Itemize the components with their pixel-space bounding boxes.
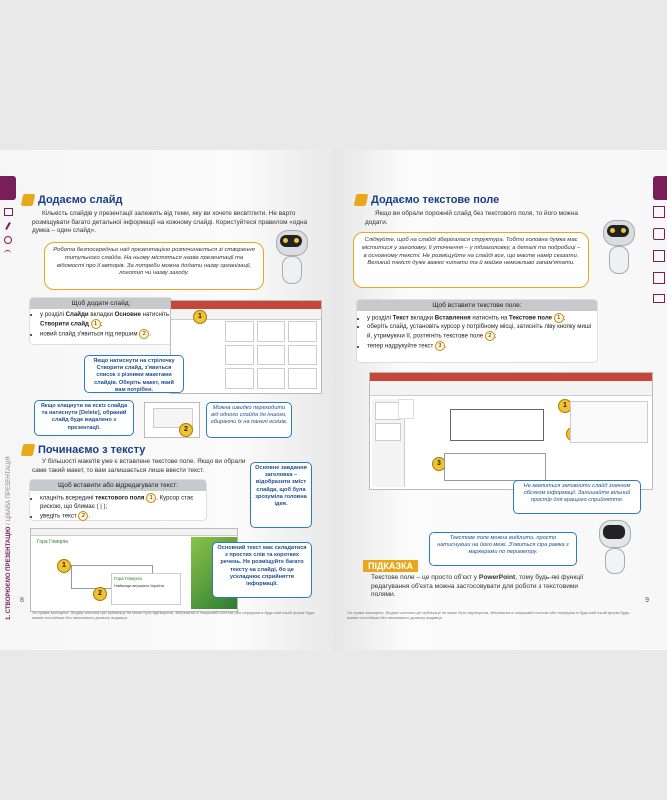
page-number: 8: [20, 597, 24, 604]
step-item: • у розділі Слайди вкладки Основне натисніть Створити слайд 1 ;: [40, 311, 172, 329]
callout-dont-fill: Не квапиться заповнити слайд значним обсягом інформації. Залишайте вільний простір для кращого сприйняття.: [513, 480, 641, 514]
section-heading-text-box: [355, 194, 499, 206]
steps-title: Щоб додати слайд:: [30, 298, 172, 309]
steps-title: Щоб вставити текстове поле:: [357, 300, 597, 311]
marker-1: 1: [57, 559, 71, 573]
book-spread: [0, 150, 667, 650]
check-icon: [653, 228, 665, 240]
robot-mascot: [595, 220, 641, 284]
step-number: 1: [91, 319, 101, 329]
heading-text: Додаємо слайд: [38, 194, 123, 206]
marker-1: 1: [193, 310, 207, 324]
layout-grid: [225, 321, 317, 389]
edit-text-steps: [30, 480, 206, 520]
powerpoint-text-screenshot: [30, 528, 238, 612]
hint-label: ПІДКАЗКА: [363, 560, 418, 572]
robot-mascot: [268, 230, 314, 294]
section-heading-add-slide: [22, 194, 122, 206]
text-box-drawn: [450, 409, 544, 441]
callout-layout-arrow: Якщо натиснути на стрілочку Створити слайд, з'явиться список з різними макетами слайдів. Оберіть макет, який вам потрібен.: [84, 355, 184, 393]
powerpoint-insert-screenshot: [369, 372, 653, 490]
step-item: • у розділі Текст вкладки Вставлення натисніть на Текстове поле 1 ;: [367, 313, 597, 323]
marker-2: 2: [93, 587, 107, 601]
step-number: 1: [146, 493, 156, 503]
callout-delete-slide: Якщо клацнути на ескіз слайда та натиснути [Delete], обраний слайд буде видалено з презентації.: [34, 400, 134, 436]
step-item: • тепер надрукуйте текст 3 .: [367, 341, 597, 351]
lightbulb-icon: [4, 236, 12, 244]
marker-3: 3: [432, 457, 446, 471]
step-item: • новий слайд з'явиться під першим 2 .: [40, 329, 172, 339]
chapter-side-subtitle: / ЦІКАВА ПРЕЗЕНТАЦІЯ: [6, 456, 12, 527]
side-icons-right: [653, 206, 665, 303]
marker-1: 1: [558, 399, 572, 413]
intro-paragraph: Кількість слайдів у презентації залежить від теми, яку ви хочете висвітлити. Не варто розміщувати багато детальної інформації на кожному слайді. Користуйтеся правилом «одна думка – один слайд».: [32, 210, 308, 235]
slides-icon: [653, 272, 665, 284]
step-number: 3: [435, 341, 445, 351]
powerpoint-layout-screenshot: [170, 300, 322, 394]
page-number: 9: [645, 597, 649, 604]
step-number: 1: [554, 313, 564, 323]
side-icons-left: [4, 208, 12, 255]
robot-mascot-small: [595, 520, 635, 576]
callout-switch-slides: Можна швидко переходити від одного слайда до іншого, обираючи їх на панелі ескізів.: [206, 402, 292, 438]
left-page: [0, 150, 333, 650]
text-paragraph: У більшості макетів уже є вставлене текстове поле. Якщо ви обрали саме такий макет, то вам залишається лише ввести текст.: [32, 458, 246, 474]
add-slide-steps: [30, 298, 172, 344]
chapter-tab-right: [653, 176, 667, 200]
step-item: • клацніть всередині текстового поля 1 . Курсор стає рискою, що блимає ( | );: [40, 493, 206, 511]
chapter-tab-left: [0, 176, 16, 200]
wifi-icon: [4, 250, 11, 255]
insert-text-box-steps: [357, 300, 597, 362]
chapter-side-title: 1. СТВОРЮЄМО ПРЕЗЕНТАЦІЮ: [6, 526, 12, 620]
tip-bubble: Слідкуйте, щоб на слайді зберігалася структура. Тобто головна думка має міститися у заголовку, її уточнення – у підзаголовку, а деталі та подробиці – в основному тексті. Не розміщуйте на слайді все, що маєте намір сказати. Великий текст дуже важко читати та й майже неможливо запам'ятати.: [353, 232, 589, 288]
slide-thumbnail-screenshot: [144, 402, 200, 438]
ribbon-bar: [370, 373, 652, 381]
preview-subtitle: Найвища вершина України: [114, 583, 164, 588]
preview-title: Гора Говерла: [114, 576, 142, 581]
callout-select-text-box: Текстове поле можна виділити, просто натиснувши на його межі. З'явиться сіра рамка з маркерами по периметру.: [429, 532, 577, 566]
slide-title-text: Гора Говерла: [37, 539, 68, 545]
step-number: 2: [139, 329, 149, 339]
copyright-footer: Усі права захищено. Жодна частина цієї публікації не може бути відтворена, збережена в пошуковій системі або передана в будь-якій іншій формі будь-якими способами без письмового дозволу видавця.: [32, 610, 316, 620]
callout-title-purpose: Основне завдання заголовка – відобразити зміст слайда, щоб була зрозуміла головна ідея.: [250, 462, 312, 528]
step-number: 2: [78, 511, 88, 521]
heading-text: Додаємо текстове поле: [371, 194, 500, 206]
step-number: 2: [485, 331, 495, 341]
copyright-footer: Усі права захищено. Жодна частина цієї публікації не може бути відтворена, збережена в пошуковій системі або передана в будь-якій іншій формі будь-якими способами без письмового дозволу видавця.: [347, 610, 631, 620]
step-item: • оберіть слайд, установіть курсор у потрібному місці, затисніть ліву кнопку миші й, утримуючи її, розтягніть текстове поле 2 ;: [367, 323, 597, 341]
pencil-icon: [5, 222, 11, 230]
image-icon: [653, 206, 665, 218]
hint-text: Текстове поле – це просто об'єкт у PowerPoint, тому будь-які функції редагування об'єкта можна застосовувати для роботи з текстовими полями.: [371, 574, 584, 599]
ribbon-bar: [171, 301, 321, 309]
heading-marker: [21, 194, 36, 206]
book-icon: [4, 208, 13, 216]
heading-marker: [21, 444, 36, 456]
tip-bubble: Робота безпосередньо над презентацією розпочинається зі створення титульного слайда. На ньому містяться назва презентації та відомості про її авторів. За потреби можна додати назву організації, логотип чи назву заходу.: [44, 242, 264, 290]
section-heading-text: [22, 444, 145, 456]
step-item: • уведіть текст 2 .: [40, 511, 206, 521]
marker-2: 2: [179, 423, 193, 437]
heading-marker: [354, 194, 369, 206]
steps-title: Щоб вставити або відредагувати текст:: [30, 480, 206, 491]
right-page: [333, 150, 667, 650]
callout-main-text: Основний текст має складатися з простих слів та коротких речень. Не розміщуйте багато тексту на слайді, бо це ускладнює сприйняття інформації.: [212, 542, 312, 598]
ribbon-tools: [370, 381, 652, 396]
monitor-icon: [653, 294, 665, 303]
chapter-side-label: [6, 456, 12, 620]
edit-icon: [653, 250, 665, 262]
intro-paragraph: Якщо ви обрали порожній слайд без текстового поля, то його можна додати.: [365, 210, 578, 226]
heading-text: Починаємо з тексту: [38, 444, 146, 456]
